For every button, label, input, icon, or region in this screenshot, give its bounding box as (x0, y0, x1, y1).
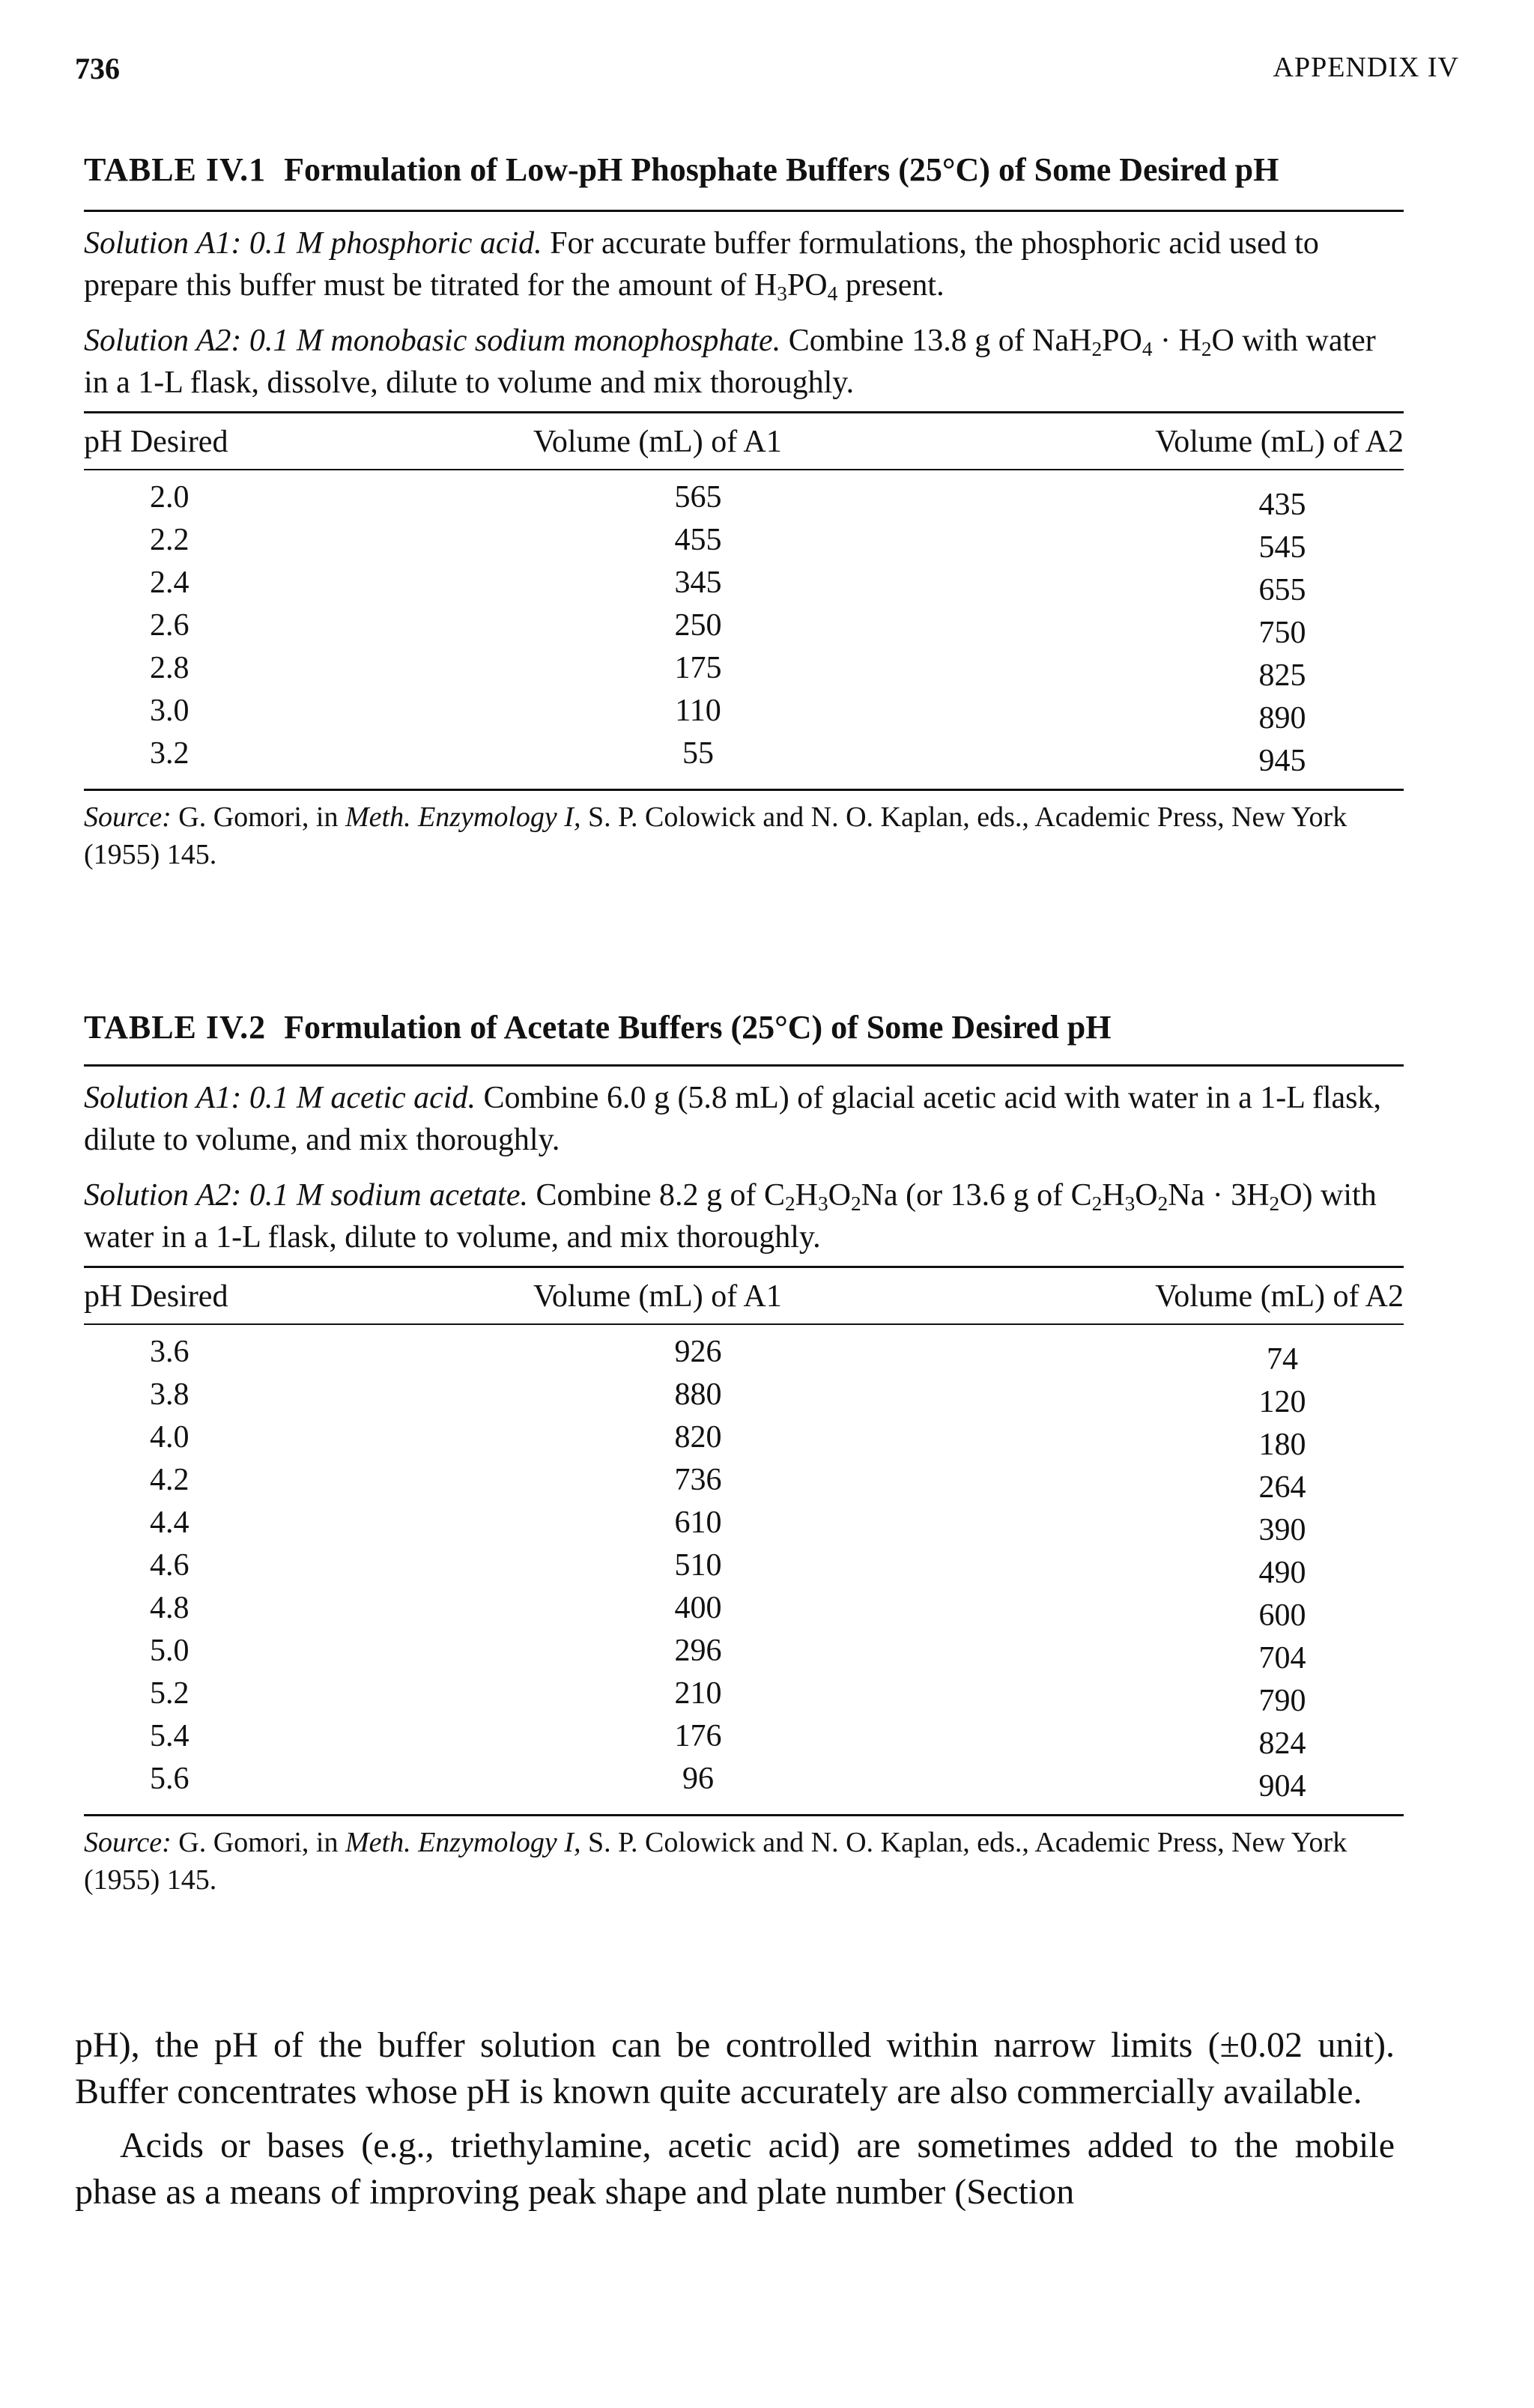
cell-a2: 490 (1258, 1556, 1306, 1590)
solution-a2-text: O with water in a 1-L flask, dissolve, dilute to volume and mix thoroughly. (84, 324, 1376, 400)
solution-a1-text: Combine 6.0 g (5.8 mL) of glacial acetic acid with water in a 1-L flask, dilute to volume, and mix thoroughly. (84, 1081, 1381, 1157)
column-header-a2: Volume (mL) of A2 (1155, 425, 1404, 459)
solution-a2 (84, 320, 1404, 404)
table-row (84, 476, 1404, 522)
cell-a2: 264 (1258, 1470, 1306, 1505)
solution-a2-text: H (1102, 1178, 1125, 1213)
column-header-ph: pH Desired (84, 1279, 228, 1314)
subscript: 4 (827, 282, 838, 305)
column-header-a2: Volume (mL) of A2 (1155, 1279, 1404, 1314)
table-title (84, 150, 1404, 190)
cell-a1: 345 (674, 565, 722, 600)
cell-ph: 5.2 (150, 1676, 190, 1711)
cell-ph: 2.6 (150, 608, 190, 643)
rule (84, 1814, 1404, 1816)
cell-a2: 904 (1258, 1769, 1306, 1804)
cell-a2: 890 (1258, 701, 1306, 736)
cell-a2: 120 (1258, 1385, 1306, 1419)
table-iv-1 (84, 150, 1404, 873)
table-row (84, 1502, 1404, 1547)
cell-a1: 565 (674, 480, 722, 515)
table-row (84, 1544, 1404, 1590)
table-iv-2 (84, 1007, 1404, 1899)
cell-a1: 210 (674, 1676, 722, 1711)
solution-a1-text: For accurate buffer formulations, the phosphoric acid used to prepare this buffer must be titrated for the amount of H (84, 226, 1319, 303)
source-text: S. P. Colowick and N. O. Kaplan, eds., Academic Press, New York (1955) 145. (84, 1827, 1347, 1896)
cell-a1: 510 (674, 1548, 722, 1583)
cell-a2: 790 (1258, 1684, 1306, 1718)
cell-a1: 250 (674, 608, 722, 643)
source-text: S. P. Colowick and N. O. Kaplan, eds., Academic Press, New York (1955) 145. (84, 801, 1347, 870)
cell-a1: 820 (674, 1420, 722, 1455)
solution-a2-text: Combine 13.8 g of NaH (780, 324, 1092, 358)
solution-a2-text: O) with water in a 1-L flask, dilute to volume, and mix thoroughly. (84, 1178, 1377, 1255)
cell-ph: 3.6 (150, 1335, 190, 1369)
solution-a2-text: Na · 3H (1168, 1178, 1270, 1213)
subscript: 2 (1201, 337, 1212, 360)
source-label: Source: (84, 801, 172, 833)
solution-a2-text: O (1135, 1178, 1158, 1213)
solution-a1 (84, 1077, 1404, 1161)
paragraph: pH), the pH of the buffer solution can be controlled within narrow limits (±0.02 unit). Buffer concentrates whose pH is known quite accurately are also commercially available. (75, 2025, 1395, 2111)
subscript: 3 (1124, 1192, 1136, 1215)
solution-a1-text: present. (837, 268, 945, 303)
cell-a2: 390 (1258, 1513, 1306, 1547)
column-header-row (84, 1268, 1404, 1323)
table-row (84, 690, 1404, 736)
cell-a2: 945 (1258, 744, 1306, 778)
table-label: TABLE IV.2 (84, 1009, 267, 1046)
solution-a1-name: Solution A1: 0.1 M acetic acid. (84, 1081, 476, 1115)
cell-ph: 2.8 (150, 651, 190, 685)
table-row (84, 604, 1404, 650)
solution-a2-text: · H (1152, 324, 1201, 358)
cell-a2: 824 (1258, 1726, 1306, 1761)
cell-a1: 110 (675, 694, 721, 728)
table-row (84, 1416, 1404, 1462)
subscript: 2 (784, 1192, 795, 1215)
subscript: 4 (1142, 337, 1153, 360)
cell-a2: 825 (1258, 658, 1306, 693)
solution-a2-text: PO (1102, 324, 1142, 358)
cell-a1: 175 (674, 651, 722, 685)
cell-ph: 5.4 (150, 1719, 190, 1753)
table-row (84, 519, 1404, 565)
page-number: 736 (75, 52, 120, 85)
table-title-text: Formulation of Low-pH Phosphate Buffers (25°C) of Some Desired pH (284, 151, 1279, 188)
cell-a1: 736 (674, 1463, 722, 1497)
cell-a1: 296 (674, 1634, 722, 1668)
cell-a1: 96 (682, 1762, 714, 1796)
table-title-text: Formulation of Acetate Buffers (25°C) of Some Desired pH (284, 1009, 1112, 1046)
subscript: 3 (777, 282, 787, 305)
cell-ph: 4.4 (150, 1505, 190, 1540)
running-head: APPENDIX IV (1273, 52, 1459, 83)
table-row (84, 1374, 1404, 1419)
subscript: 3 (817, 1192, 828, 1215)
cell-a1: 880 (674, 1377, 722, 1412)
rule (84, 1064, 1404, 1067)
cell-a2: 435 (1258, 488, 1306, 522)
source-label: Source: (84, 1827, 172, 1858)
table-row (84, 647, 1404, 693)
solution-a1-name: Solution A1: 0.1 M phosphoric acid. (84, 226, 542, 261)
table-row (84, 1715, 1404, 1761)
table-source-note (84, 1824, 1404, 1899)
cell-ph: 3.2 (150, 736, 190, 771)
cell-ph: 2.0 (150, 480, 190, 515)
cell-a2: 600 (1258, 1598, 1306, 1633)
solution-a1-text: PO (786, 268, 828, 303)
cell-a2: 545 (1258, 530, 1306, 565)
subscript: 2 (1091, 337, 1103, 360)
cell-ph: 4.6 (150, 1548, 190, 1583)
solution-a2-text: Combine 8.2 g of C (527, 1178, 785, 1213)
table-row (84, 562, 1404, 607)
solution-a2 (84, 1174, 1404, 1258)
rule (84, 789, 1404, 791)
table-title (84, 1007, 1404, 1048)
source-text: G. Gomori, in (171, 1827, 345, 1858)
cell-ph: 5.0 (150, 1634, 190, 1668)
cell-a2: 180 (1258, 1428, 1306, 1462)
cell-a1: 610 (674, 1505, 722, 1540)
cell-a1: 176 (674, 1719, 722, 1753)
cell-ph: 2.2 (150, 523, 190, 557)
cell-ph: 4.8 (150, 1591, 190, 1625)
cell-a2: 704 (1258, 1641, 1306, 1675)
source-journal: Meth. Enzymology I, (345, 1827, 581, 1858)
table-row (84, 1459, 1404, 1505)
cell-ph: 4.0 (150, 1420, 190, 1455)
table-source-note (84, 798, 1404, 873)
table-row (84, 1331, 1404, 1377)
column-header-row (84, 413, 1404, 469)
table-row (84, 733, 1404, 778)
cell-a2: 74 (1267, 1342, 1298, 1377)
solution-a2-name: Solution A2: 0.1 M monobasic sodium monophosphate. (84, 324, 781, 358)
cell-a1: 455 (674, 523, 722, 557)
subscript: 2 (1157, 1192, 1168, 1215)
cell-ph: 3.0 (150, 694, 190, 728)
solution-a1 (84, 222, 1404, 306)
solution-a2-text: H (795, 1178, 818, 1213)
solution-a2-text: O (828, 1178, 851, 1213)
rule (84, 210, 1404, 212)
table-row (84, 1672, 1404, 1718)
subscript: 2 (1269, 1192, 1280, 1215)
table-body (84, 470, 1404, 789)
paragraph: Acids or bases (e.g., triethylamine, acetic acid) are sometimes added to the mobile phase as a means of improving peak shape and plate number (Section (75, 2126, 1395, 2212)
table-body (84, 1325, 1404, 1814)
table-row (84, 1758, 1404, 1804)
cell-a2: 655 (1258, 573, 1306, 607)
solution-a2-name: Solution A2: 0.1 M sodium acetate. (84, 1178, 528, 1213)
source-text: G. Gomori, in (171, 801, 345, 833)
cell-ph: 4.2 (150, 1463, 190, 1497)
table-row (84, 1587, 1404, 1633)
column-header-ph: pH Desired (84, 425, 228, 459)
cell-ph: 2.4 (150, 565, 190, 600)
subscript: 2 (1091, 1192, 1103, 1215)
solution-a2-text: Na (or 13.6 g of C (861, 1178, 1092, 1213)
body-text (75, 2022, 1395, 2216)
column-header-a1: Volume (mL) of A1 (533, 1279, 782, 1314)
cell-ph: 5.6 (150, 1762, 190, 1796)
column-header-a1: Volume (mL) of A1 (533, 425, 782, 459)
cell-a2: 750 (1258, 616, 1306, 650)
subscript: 2 (850, 1192, 861, 1215)
cell-a1: 55 (682, 736, 714, 771)
table-label: TABLE IV.1 (84, 151, 267, 188)
cell-ph: 3.8 (150, 1377, 190, 1412)
cell-a1: 926 (674, 1335, 722, 1369)
cell-a1: 400 (674, 1591, 722, 1625)
table-row (84, 1630, 1404, 1675)
source-journal: Meth. Enzymology I, (345, 801, 581, 833)
page-header (75, 51, 1459, 103)
